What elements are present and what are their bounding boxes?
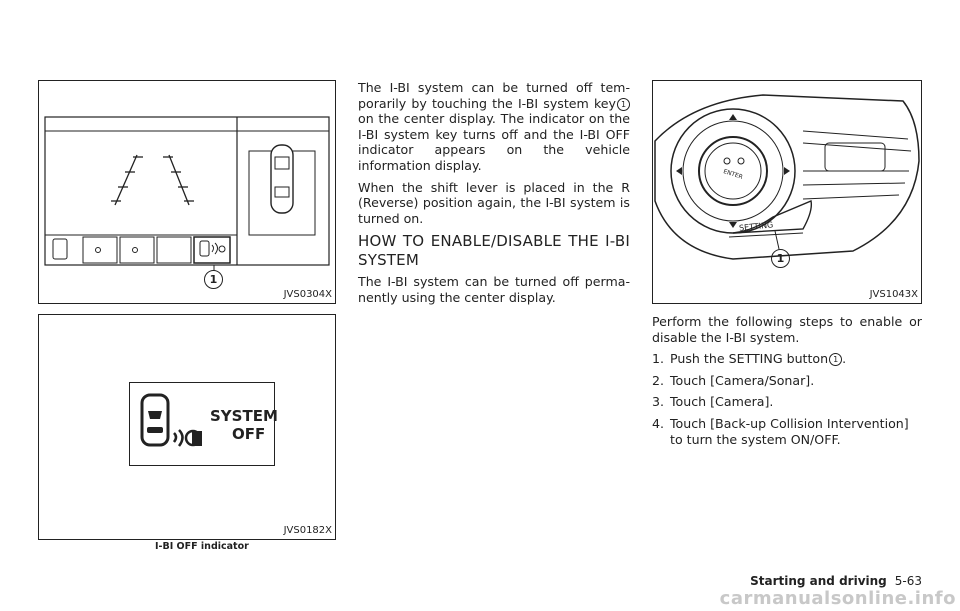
ibi-off-icon (136, 389, 206, 459)
list-item: 2. Touch [Camera/Sonar]. (652, 372, 815, 388)
figure-code: JVS0182X (283, 525, 332, 536)
figure-setting-controller (652, 80, 922, 304)
setting-button: SETTING (738, 220, 774, 233)
list-item: 4. Touch [Back-up Collision Intervention] to turn the system ON/OFF. (652, 415, 909, 447)
screen-text-system: SYSTEM (210, 407, 278, 425)
paragraph: The I-BI system can be turned off tem-porarily by touching the I-BI system key 1 on the center display. The indicator on the I-BI system key turns off and the I-BI OFF indicator appears on the vehicle information display. (358, 80, 630, 173)
figure-code: JVS1043X (869, 289, 918, 300)
indicator-screen (129, 382, 278, 466)
callout-1-marker: 1 (204, 270, 223, 289)
figure-camera-display (38, 80, 336, 304)
watermark: carmanualsonline.info (719, 588, 956, 609)
figure-ibi-off-indicator (38, 314, 336, 540)
list-item: 1. Push the SETTING button 1 . (652, 351, 847, 367)
page-footer (750, 574, 922, 588)
section-heading: HOW TO ENABLE/DISABLE THE I-BI SYSTEM (358, 232, 630, 270)
paragraph: When the shift lever is placed in the R (Reverse) position again, the I-BI system is turned on. (358, 179, 630, 226)
middle-column (358, 80, 630, 312)
knob-label: ENTER (722, 168, 744, 181)
paragraph: The I-BI system can be turned off perma-nently using the center display. (358, 274, 630, 305)
camera-display-illustration (39, 81, 335, 281)
step-list (652, 351, 922, 447)
list-item: 3. Touch [Camera]. (652, 394, 774, 410)
figure-caption: I-BI OFF indicator (155, 541, 249, 552)
right-column (652, 314, 922, 453)
screen-text-off: OFF (232, 425, 266, 443)
paragraph: Perform the following steps to enable or disable the I-BI system. (652, 314, 922, 345)
figure-code: JVS0304X (283, 289, 332, 300)
footer-section-title: Starting and driving (750, 574, 887, 588)
callout-1-marker: 1 (771, 249, 790, 268)
callout-1-inline: 1 (617, 98, 630, 111)
callout-1-inline: 1 (829, 353, 842, 366)
page-number: 5-63 (894, 574, 922, 588)
